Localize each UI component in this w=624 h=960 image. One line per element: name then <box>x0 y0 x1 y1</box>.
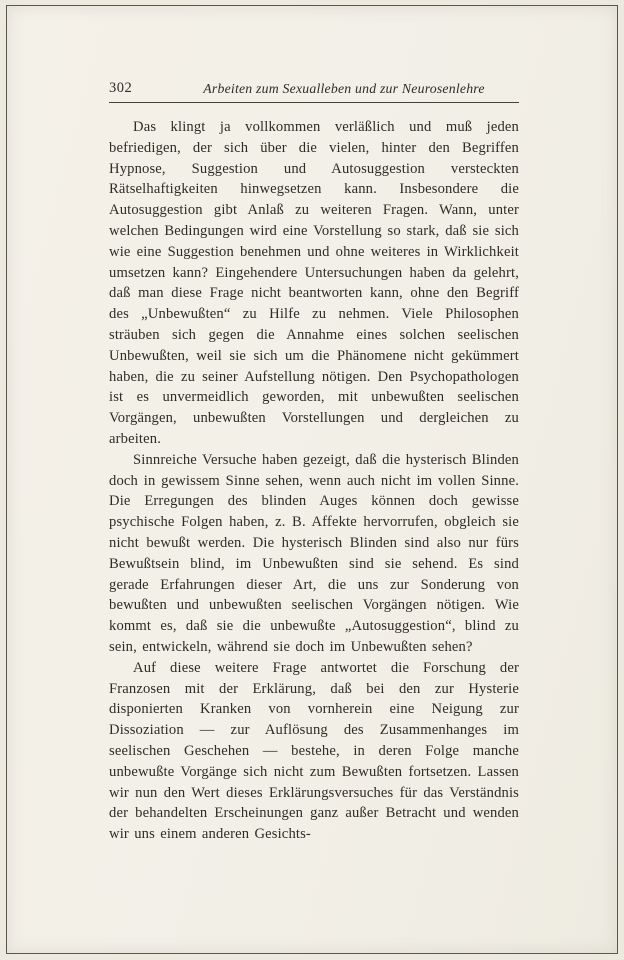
paragraph: Das klingt ja vollkommen verläßlich und muß jeden befriedigen, der sich über die vielen, hinter den Begriffen Hypnose, Suggestion und Autosuggestion versteckten Rätselhaftigkeiten hinwegsetzen kann. Insbesondere die Autosuggestion gibt Anlaß zu weiteren Fragen. Wann, unter welchen Bedingungen wird eine Vorstellung so stark, daß sie sich wie eine Suggestion benehmen und ohne weiteres in Wirklichkeit umsetzen kann? Eingehendere Untersuchungen haben da gelehrt, daß man diese Frage nicht beantworten kann, ohne den Begriff des „Unbewußten“ zu Hilfe zu nehmen. Viele Philosophen sträuben sich gegen die Annahme eines solchen seelischen Unbewußten, weil sie sich um die Phänomene nicht gekümmert haben, die zu seiner Aufstellung nötigen. Den Psychopathologen ist es unvermeidlich geworden, mit unbewußten seelischen Vorgängen, unbewußten Vorstellungen und dergleichen zu arbeiten. <box>109 119 519 447</box>
body-text <box>109 117 519 845</box>
text-block <box>109 80 519 845</box>
page <box>6 5 618 954</box>
running-title: Arbeiten zum Sexualleben und zur Neurosenlehre <box>203 81 485 96</box>
paragraph: Sinnreiche Versuche haben gezeigt, daß die hysterisch Blinden doch in gewissem Sinne sehen, wenn auch nicht im vollen Sinne. Die Erregungen des blinden Auges können doch gewisse psychische Folgen haben, z. B. Affekte hervorrufen, obgleich sie nicht bewußt werden. Die hysterisch Blinden sind also nur fürs Bewußtsein blind, im Unbewußten sind sie sehend. Es sind gerade Erfahrungen dieser Art, die uns zur Sonderung von bewußten und unbewußten seelischen Vorgängen nötigen. Wie kommt es, daß sie die unbewußte „Autosuggestion“, blind zu sein, entwickeln, während sie doch im Unbewußten sehen? <box>109 451 519 655</box>
page-header <box>109 80 519 103</box>
paragraph: Auf diese weitere Frage antwortet die Forschung der Franzosen mit der Erklärung, daß bei den zur Hysterie disponierten Kranken von vornherein eine Neigung zur Dissoziation — zur Auflösung des Zusammenhanges im seelischen Geschehen — bestehe, in deren Folge manche unbewußte Vorgänge sich nicht zum Bewußten fortsetzen. Lassen wir nun den Wert dieses Erklärungsversuches für das Verständnis der behandelten Erscheinungen ganz außer Betracht und wenden wir uns einem anderen Gesichts- <box>109 659 519 843</box>
page-number: 302 <box>109 80 133 96</box>
